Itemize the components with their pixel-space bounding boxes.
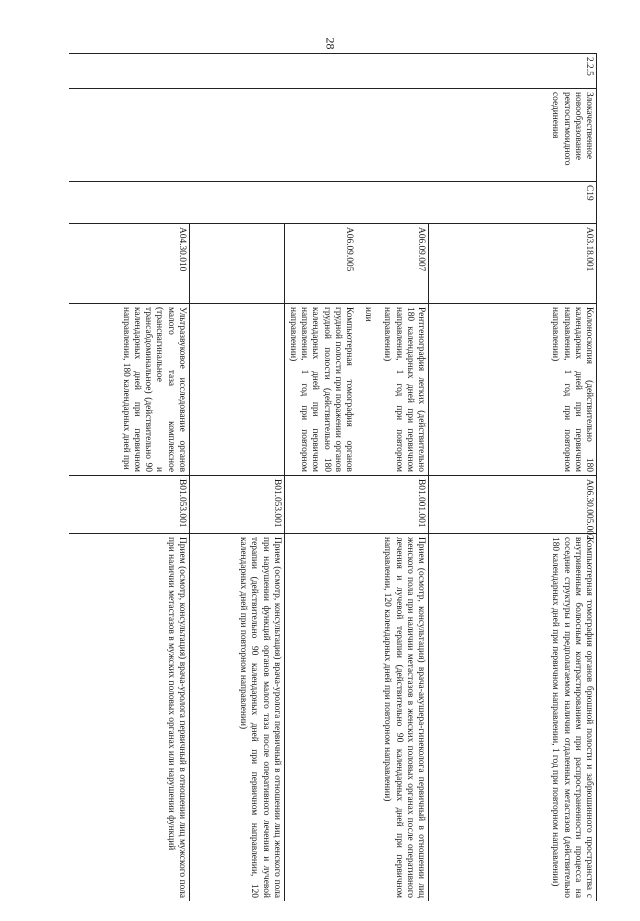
services-table: [69, 53, 597, 901]
consult-text-primary: Прием (осмотр, консультация) врача-акушера-гинеколога первичный в отношении лиц женского пола при наличии метастазов в женских половых органах после оперативного лечения и лучевой терапии (действительно 90 календарных дней при первичном направлении, 120 календарных дней при повторном направлении): [382, 537, 426, 898]
consult-text: Компьютерная томография органов брюшной полости и забрюшинного пространства с внутривенным болюсным контрастированием при распространенности процесса на соседние структуры и предполагаемом наличии отдаленных метастазов (действительно 180 календарных дней при первичном направлении, 1 год при повторном направлении): [429, 534, 597, 902]
service-text: Ультразвуковое исследование органов малого таза комплексное (трансвагинальное и трансабдоминальное) (действительно 90 календарных дней при первичном направлении, 180 календарных дней при: [69, 304, 189, 476]
row-number: 2.2.5: [69, 54, 597, 89]
consult-code: [284, 476, 428, 534]
service-text: Колоноскопия (действительно 180 календарных дней при первичном направлении, 1 год при повторном направлении): [429, 304, 597, 476]
consult-code: B01.053.001: [189, 476, 284, 534]
diagnosis-name: Злокачественное новообразование ректосигмоидного соединения: [69, 89, 597, 182]
consult-text: Прием (осмотр, консультация) врача-уролога первичный в отношении лиц женского пола при нарушении функций органов малого таза после оперативного лечения и лучевой терапии (действительно 90 календарных дней при первичном направлении, 120 календарных дней при повторном направлении): [189, 534, 284, 902]
service-code-secondary: A06.09.005: [343, 227, 354, 272]
service-text: [284, 304, 428, 476]
consult-code-primary: B01.001.001: [416, 479, 426, 528]
consult-text: [284, 534, 428, 902]
service-code: A03.18.001: [429, 224, 597, 304]
service-text-secondary: Компьютерная томография органов грудной полости при поражении органов грудной полости (действительно 180 календарных дней при первичном направлении, 1 год при повторном направлении): [287, 307, 354, 472]
service-code-empty: [189, 224, 284, 304]
table-sheet: [69, 53, 597, 901]
table-row: [429, 54, 597, 902]
consult-code: B01.053.001: [69, 476, 189, 534]
or-separator: или: [363, 307, 374, 322]
service-text-empty: [189, 304, 284, 476]
service-code: A04.30.010: [69, 224, 189, 304]
service-code-primary: A06.09.007: [416, 227, 426, 272]
icd-code: C19: [69, 182, 597, 224]
consult-text: Прием (осмотр, консультация) врача-уролога первичный в отношении лиц мужского пола при наличии метастазов в мужских половых органах или нарушении функций: [69, 534, 189, 902]
consult-code: A06.30.005.002: [429, 476, 597, 534]
service-text-primary: Рентгенография легких (действительно 180 календарных дней при первичном направлении, 1 год при повторном направлении): [382, 307, 426, 472]
page-number: 28: [323, 37, 338, 50]
service-code: [284, 224, 428, 304]
